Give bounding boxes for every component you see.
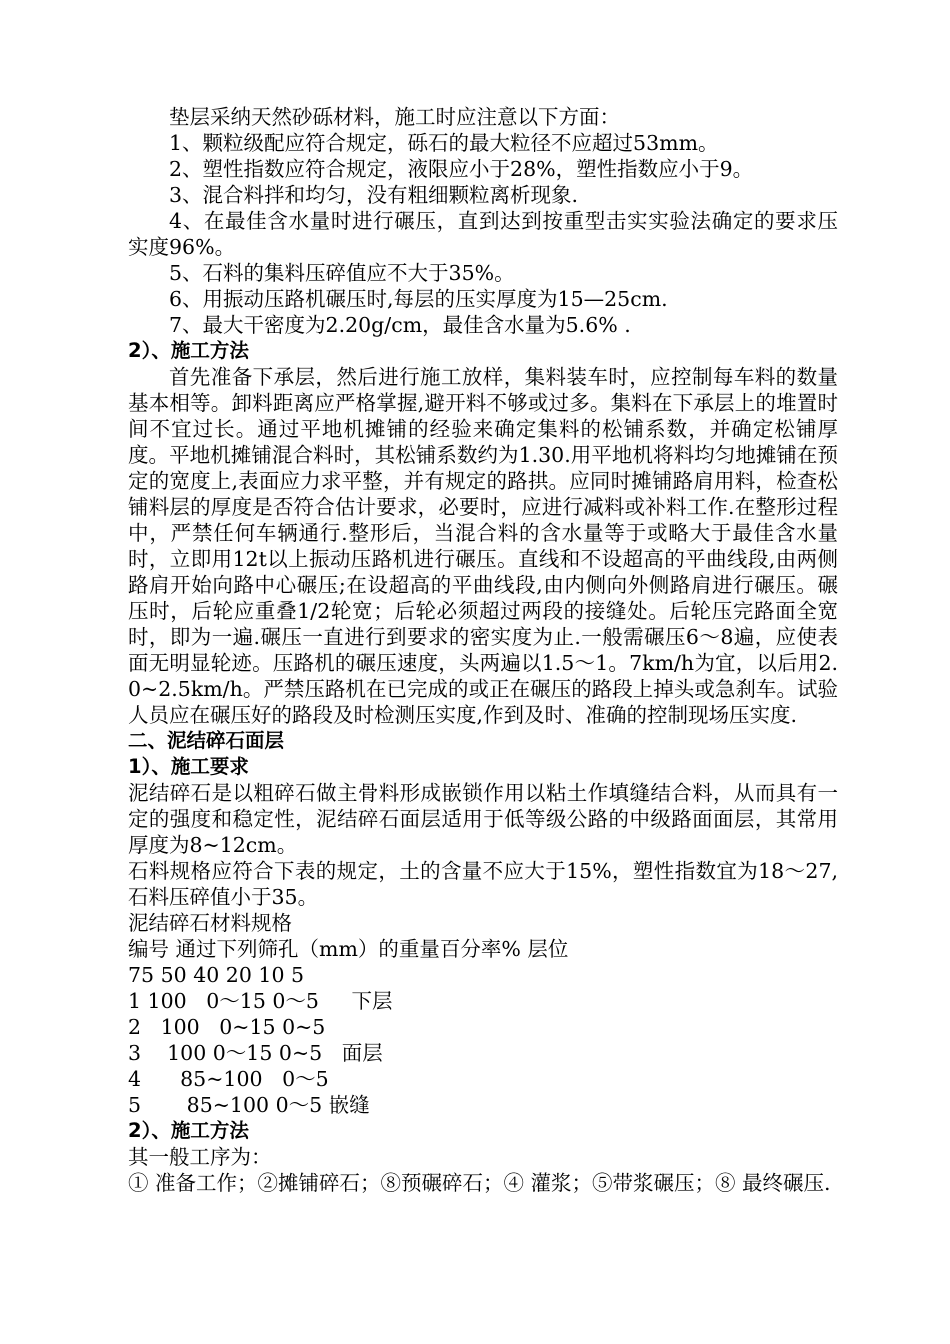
material-table-sieves: 75 50 40 20 10 5 (128, 963, 305, 987)
construction-method-heading-2: 2）、施工方法 (128, 1119, 249, 1142)
requirement-7: 7、最大干密度为2.20g/cm，最佳含水量为5.6% . (169, 313, 631, 337)
material-table-header: 编号 通过下列筛孔（mm）的重量百分率% 层位 (128, 937, 569, 961)
requirement-1: 1、颗粒级配应符合规定，砾石的最大粒径不应超过53mm。 (169, 131, 719, 155)
construction-requirements-heading: 1）、施工要求 (128, 755, 249, 778)
requirement-3: 3、混合料拌和均匀，没有粗细颗粒离析现象. (169, 183, 579, 207)
construction-method-heading: 2）、施工方法 (128, 339, 249, 362)
material-table-row: 5 85~100 0～5 嵌缝 (128, 1093, 370, 1117)
intro-text: 垫层采纳天然砂砾材料，施工时应注意以下方面： (169, 105, 620, 129)
mud-bound-paragraph-2: 石料规格应符合下表的规定，土的含量不应大于15%，塑性指数宜为18～27,石料压碎值小于35。 (128, 859, 838, 909)
document-page (128, 104, 838, 1196)
requirement-5: 5、石料的集料压碎值应不大于35%。 (169, 261, 515, 285)
process-steps: ① 准备工作；②摊铺碎石；⑧预碾碎石；④ 灌浆；⑤带浆碾压；⑧ 最终碾压. (128, 1171, 831, 1195)
process-intro: 其一般工序为： (128, 1145, 272, 1169)
material-table-title: 泥结碎石材料规格 (128, 911, 292, 935)
construction-method-paragraph: 首先准备下承层，然后进行施工放样，集料装车时，应控制每车料的数量基本相等。卸料距离应严格掌握,避开料不够或过多。集料在下承层上的堆置时间不宜过长。通过平地机摊铺的经验来确定集料的松铺系数，并确定松铺厚度。平地机摊铺混合料时，其松铺系数约为1.30.用平地机将料均匀地摊铺在预定的宽度上,表面应力求平整，并有规定的路拱。应同时摊铺路肩用料，检查松铺料层的厚度是否符合估计要求，必要时，应进行减料或补料工作.在整形过程中，严禁任何车辆通行.整形后，当混合料的含水量等于或略大于最佳含水量时，立即用12t以上振动压路机进行碾压。直线和不设超高的平曲线段,由两侧路肩开始向路中心碾压;在设超高的平曲线段,由内侧向外侧路肩进行碾压。碾压时，后轮应重叠1/2轮宽；后轮必须超过两段的接缝处。后轮压完路面全宽时，即为一遍.碾压一直进行到要求的密实度为止.一般需碾压6～8遍，应使表面无明显轮迹。压路机的碾压速度，头两遍以1.5～1。7km/h为宜，以后用2.0~2.5km/h。严禁压路机在已完成的或正在碾压的路段上掉头或急刹车。试验人员应在碾压好的路段及时检测压实度,作到及时、准确的控制现场压实度. (128, 365, 838, 727)
material-table-row: 2 100 0~15 0~5 (128, 1015, 326, 1039)
material-table-row: 3 100 0～15 0~5 面层 (128, 1041, 383, 1065)
requirement-6: 6、用振动压路机碾压时,每层的压实厚度为15—25cm. (169, 287, 668, 311)
mud-bound-paragraph-1: 泥结碎石是以粗碎石做主骨料形成嵌锁作用以粘土作填缝结合料，从而具有一定的强度和稳定性，泥结碎石面层适用于低等级公路的中级路面面层，其常用厚度为8~12cm。 (128, 781, 838, 857)
section-heading-mud-bound-macadam: 二、泥结碎石面层 (128, 729, 285, 752)
requirement-2: 2、塑性指数应符合规定，液限应小于28%，塑性指数应小于9。 (169, 157, 754, 181)
requirement-4: 4、在最佳含水量时进行碾压，直到达到按重型击实实验法确定的要求压实度96%。 (128, 209, 838, 259)
material-table-row: 4 85~100 0～5 (128, 1067, 329, 1091)
material-table-row: 1 100 0～15 0～5 下层 (128, 989, 393, 1013)
